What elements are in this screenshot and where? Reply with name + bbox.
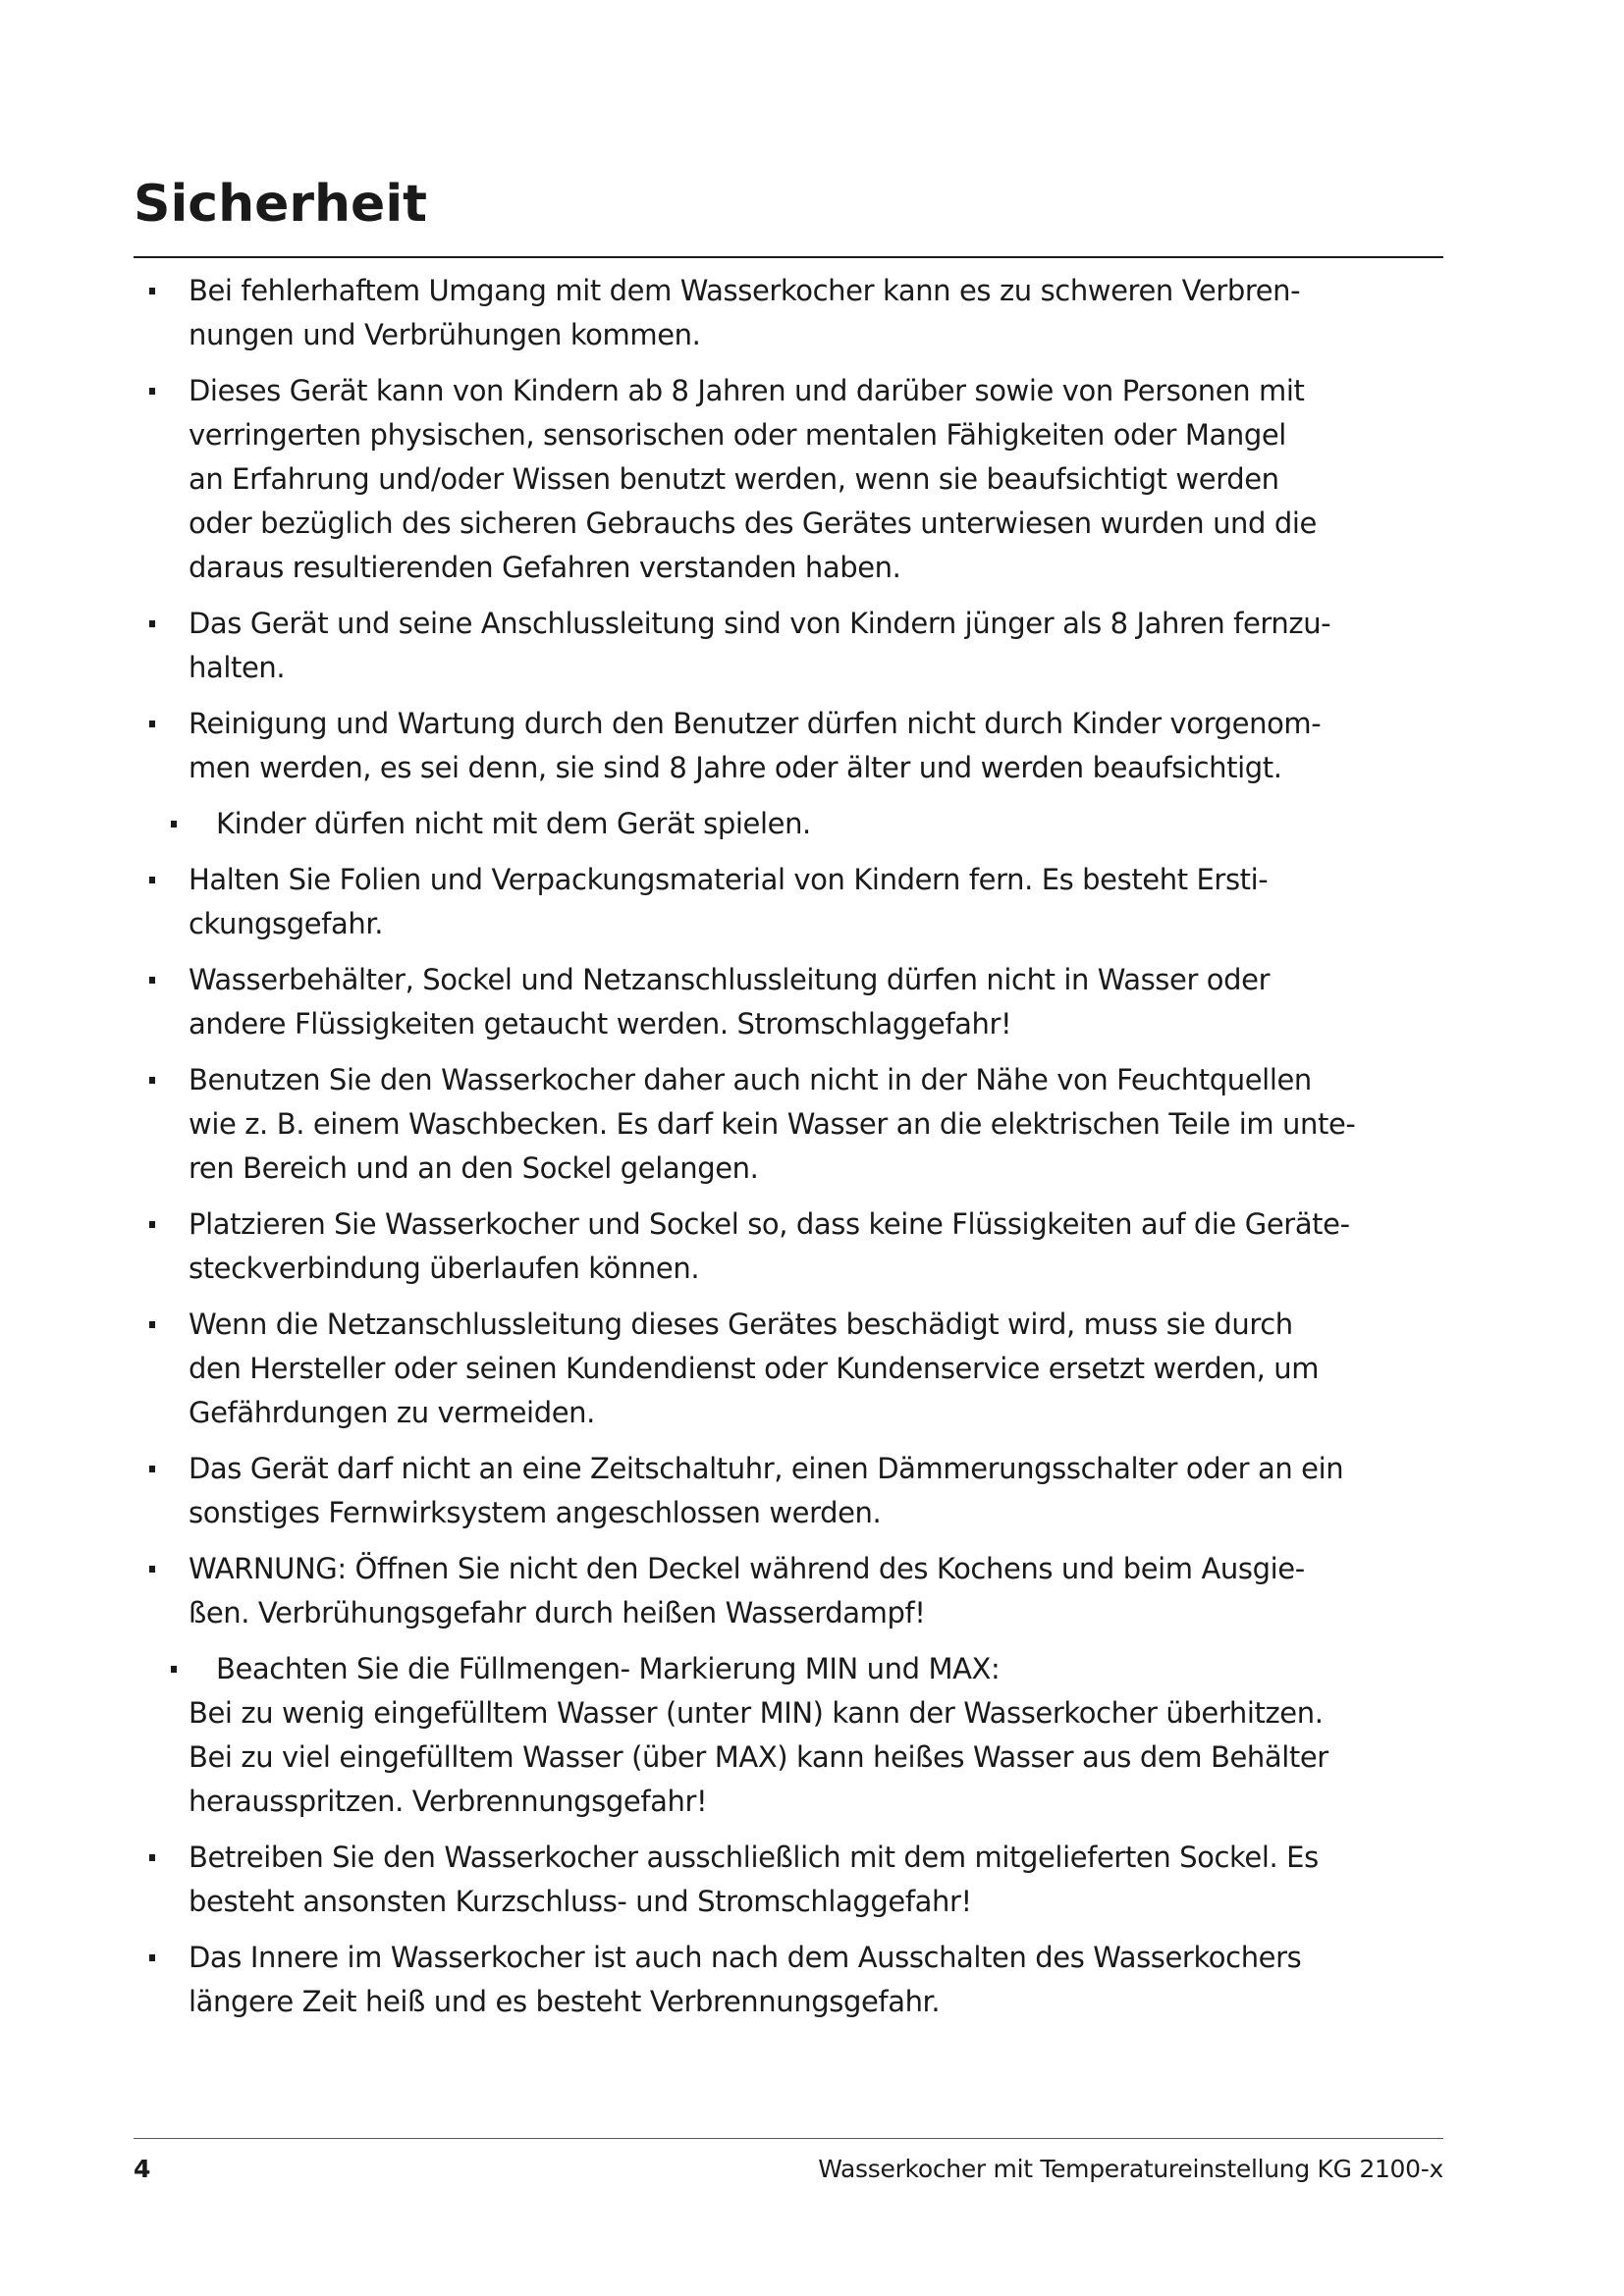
item-text-line: Das Innere im Wasserkocher ist auch nach dem Ausschalten des Wasserkochers [189,1941,1302,1974]
item-text-line: ckungsgefahr. [189,907,384,940]
item-text-line: Halten Sie Folien und Verpackungsmaterial von Kindern fern. Es besteht Ersti- [189,863,1269,896]
list-item [134,1447,1443,1535]
item-text-line: halten. [189,651,286,684]
item-text-line: verringerten physischen, sensorischen oder mentalen Fähigkeiten oder Mangel [189,418,1286,452]
list-item [134,1058,1443,1191]
item-text-line: wie z. B. einem Waschbecken. Es darf kein Wasser an die elektrischen Teile im unte- [189,1107,1356,1141]
item-text-line: Beachten Sie die Füllmengen- Markierung MIN und MAX: [216,1652,1001,1685]
bullet-square-icon [149,877,155,883]
item-text-line: daraus resultierenden Gefahren verstanden haben. [189,551,901,584]
item-text-line: Kinder dürfen nicht mit dem Gerät spielen. [216,807,811,840]
list-item [134,1202,1443,1291]
item-text-line: Bei zu viel eingefülltem Wasser (über MAX) kann heißes Wasser aus dem Behälter [189,1740,1328,1774]
item-text-line: Gefährdungen zu vermeiden. [189,1396,595,1429]
item-text-line: WARNUNG: Öffnen Sie nicht den Deckel während des Kochens und beim Ausgie- [189,1552,1305,1585]
list-item [134,369,1443,590]
item-text-line: längere Zeit heiß und es besteht Verbrennungsgefahr. [189,1985,941,2018]
item-text-line: Das Gerät darf nicht an eine Zeitschaltuhr, einen Dämmerungsschalter oder an ein [189,1452,1344,1485]
list-item [134,1836,1443,1924]
item-text-line: Benutzen Sie den Wasserkocher daher auch nicht in der Nähe von Feuchtquellen [189,1063,1312,1096]
list-item [134,702,1443,790]
safety-content [134,269,1443,2036]
item-text-line: Platzieren Sie Wasserkocher und Sockel so, dass keine Flüssigkeiten auf die Geräte- [189,1207,1350,1241]
list-item [134,1936,1443,2024]
item-text-line: herausspritzen. Verbrennungsgefahr! [189,1785,708,1818]
title-divider [134,256,1443,258]
list-item [134,602,1443,690]
item-text-line: besteht ansonsten Kurzschluss- und Stromschlaggefahr! [189,1885,972,1918]
list-item [134,1547,1443,1635]
page-number: 4 [134,2155,151,2183]
item-text-line: Bei fehlerhaftem Umgang mit dem Wasserkocher kann es zu schweren Verbren- [189,274,1301,307]
bullet-square-icon [149,1221,155,1228]
item-text-line: men werden, es sei denn, sie sind 8 Jahre oder älter und werden beaufsichtigt. [189,751,1282,784]
item-text-line: den Hersteller oder seinen Kundendienst oder Kundenservice ersetzt werden, um [189,1352,1320,1385]
list-item [134,858,1443,946]
bullet-square-icon [149,977,155,984]
bullet-square-icon [171,1666,177,1673]
bullet-square-icon [149,1321,155,1328]
item-text-line: Bei zu wenig eingefülltem Wasser (unter MIN) kann der Wasserkocher überhitzen. [189,1696,1324,1730]
list-item [134,958,1443,1046]
bullet-square-icon [149,1077,155,1084]
item-text-line: Dieses Gerät kann von Kindern ab 8 Jahren und darüber sowie von Personen mit [189,374,1305,407]
list-item [134,802,1443,846]
safety-list [134,269,1443,2024]
footer-document-title: Wasserkocher mit Temperatureinstellung KG 2100-x [818,2155,1443,2183]
bullet-square-icon [149,1954,155,1961]
bullet-square-icon [149,388,155,395]
list-item [134,269,1443,357]
list-item [134,1303,1443,1435]
item-text-line: Betreiben Sie den Wasserkocher ausschließlich mit dem mitgelieferten Sockel. Es [189,1841,1319,1874]
list-item [134,1647,1443,1824]
bullet-square-icon [149,1854,155,1861]
bullet-square-icon [149,1466,155,1472]
bullet-square-icon [149,620,155,627]
item-text-line: ßen. Verbrühungsgefahr durch heißen Wasserdampf! [189,1596,926,1629]
item-text-line: nungen und Verbrühungen kommen. [189,318,701,351]
page-title: Sicherheit [134,175,427,234]
footer-divider [134,2138,1443,2139]
bullet-square-icon [171,821,177,828]
item-text-line: Wasserbehälter, Sockel und Netzanschlussleitung dürfen nicht in Wasser oder [189,963,1271,996]
item-text-line: sonstiges Fernwirksystem angeschlossen werden. [189,1496,882,1529]
bullet-square-icon [149,1566,155,1573]
item-text-line: an Erfahrung und/oder Wissen benutzt werden, wenn sie beaufsichtigt werden [189,462,1279,496]
item-text-line: Das Gerät und seine Anschlussleitung sind von Kindern jünger als 8 Jahren fernzu- [189,607,1331,640]
item-text-line: steckverbindung überlaufen können. [189,1252,700,1285]
bullet-square-icon [149,288,155,294]
item-text-line: andere Flüssigkeiten getaucht werden. Stromschlaggefahr! [189,1007,1012,1041]
item-text-line: Reinigung und Wartung durch den Benutzer dürfen nicht durch Kinder vorgenom- [189,707,1322,740]
item-text-line: Wenn die Netzanschlussleitung dieses Gerätes beschädigt wird, muss sie durch [189,1308,1293,1341]
item-text-line: oder bezüglich des sicheren Gebrauchs des Gerätes unterwiesen wurden und die [189,507,1317,540]
item-text-line: ren Bereich und an den Sockel gelangen. [189,1151,759,1185]
bullet-square-icon [149,721,155,727]
